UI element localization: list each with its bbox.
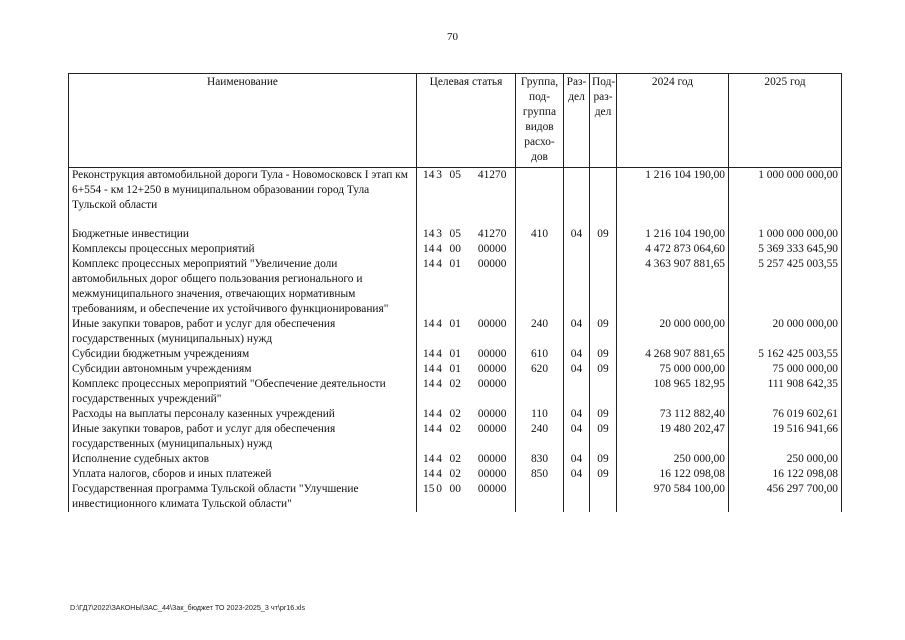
row-razdel: 04 bbox=[564, 362, 590, 377]
row-amount-2025: 76 019 602,61 bbox=[729, 407, 842, 422]
code-part-1: 14 bbox=[423, 258, 435, 270]
table-row bbox=[69, 242, 842, 257]
table-row bbox=[69, 227, 842, 242]
code-part-2: 4 bbox=[436, 318, 442, 330]
code-part-1: 14 bbox=[423, 228, 435, 240]
code-part-1: 14 bbox=[423, 468, 435, 480]
code-part-1: 14 bbox=[423, 453, 435, 465]
row-name: Субсидии бюджетным учреждениям bbox=[69, 347, 417, 362]
code-part-1: 14 bbox=[423, 169, 435, 181]
table-row bbox=[69, 362, 842, 377]
code-part-3: 02 bbox=[449, 408, 461, 420]
row-podrazdel bbox=[590, 168, 617, 214]
budget-table bbox=[68, 73, 842, 512]
row-name: Расходы на выплаты персоналу казенных учреждений bbox=[69, 407, 417, 422]
code-part-3: 02 bbox=[449, 423, 461, 435]
code-part-4: 00000 bbox=[477, 483, 507, 495]
row-expense-group: 850 bbox=[516, 467, 564, 482]
row-podrazdel: 09 bbox=[590, 227, 617, 242]
row-expense-group bbox=[516, 257, 564, 317]
row-name: Комплекс процессных мероприятий "Обеспечение деятельности государственных учреждений" bbox=[69, 377, 417, 407]
row-podrazdel bbox=[590, 257, 617, 317]
table-row bbox=[69, 168, 842, 214]
row-expense-group: 240 bbox=[516, 422, 564, 452]
row-amount-2025: 5 257 425 003,55 bbox=[729, 257, 842, 317]
row-amount-2025: 1 000 000 000,00 bbox=[729, 227, 842, 242]
code-part-3: 05 bbox=[449, 169, 461, 181]
code-part-1: 15 bbox=[423, 483, 435, 495]
spacer-cell bbox=[564, 213, 590, 227]
code-part-4: 00000 bbox=[477, 378, 507, 390]
code-part-3: 01 bbox=[449, 258, 461, 270]
row-target-article bbox=[417, 407, 516, 422]
row-podrazdel bbox=[590, 242, 617, 257]
row-amount-2025: 1 000 000 000,00 bbox=[729, 168, 842, 214]
code-part-2: 3 bbox=[436, 228, 442, 240]
code-part-3: 00 bbox=[449, 483, 461, 495]
row-amount-2024: 1 216 104 190,00 bbox=[617, 227, 729, 242]
row-amount-2025: 19 516 941,66 bbox=[729, 422, 842, 452]
row-razdel bbox=[564, 168, 590, 214]
row-name: Бюджетные инвестиции bbox=[69, 227, 417, 242]
budget-table-container bbox=[68, 73, 841, 512]
row-podrazdel: 09 bbox=[590, 467, 617, 482]
code-part-2: 4 bbox=[436, 348, 442, 360]
code-part-3: 01 bbox=[449, 318, 461, 330]
code-part-1: 14 bbox=[423, 363, 435, 375]
row-name: Исполнение судебных актов bbox=[69, 452, 417, 467]
row-amount-2024: 19 480 202,47 bbox=[617, 422, 729, 452]
code-part-2: 0 bbox=[436, 483, 442, 495]
row-target-article bbox=[417, 317, 516, 347]
header-razdel: Раз-дел bbox=[564, 74, 590, 168]
row-expense-group: 620 bbox=[516, 362, 564, 377]
row-amount-2025: 5 369 333 645,90 bbox=[729, 242, 842, 257]
row-razdel bbox=[564, 377, 590, 407]
code-part-2: 4 bbox=[436, 378, 442, 390]
header-2025: 2025 год bbox=[729, 74, 842, 168]
code-part-3: 02 bbox=[449, 453, 461, 465]
row-razdel bbox=[564, 482, 590, 512]
row-podrazdel: 09 bbox=[590, 362, 617, 377]
row-podrazdel: 09 bbox=[590, 422, 617, 452]
row-amount-2024: 970 584 100,00 bbox=[617, 482, 729, 512]
code-part-1: 14 bbox=[423, 318, 435, 330]
spacer-cell bbox=[617, 213, 729, 227]
row-razdel bbox=[564, 257, 590, 317]
row-amount-2025: 111 908 642,35 bbox=[729, 377, 842, 407]
row-target-article bbox=[417, 347, 516, 362]
row-podrazdel bbox=[590, 482, 617, 512]
row-name: Уплата налогов, сборов и иных платежей bbox=[69, 467, 417, 482]
row-expense-group: 610 bbox=[516, 347, 564, 362]
row-name: Субсидии автономным учреждениям bbox=[69, 362, 417, 377]
table-row bbox=[69, 422, 842, 452]
row-target-article bbox=[417, 452, 516, 467]
code-part-4: 00000 bbox=[477, 243, 507, 255]
row-expense-group: 830 bbox=[516, 452, 564, 467]
code-part-1: 14 bbox=[423, 408, 435, 420]
row-target-article bbox=[417, 467, 516, 482]
code-part-3: 05 bbox=[449, 228, 461, 240]
code-part-4: 00000 bbox=[477, 408, 507, 420]
code-part-4: 00000 bbox=[477, 423, 507, 435]
spacer-row bbox=[69, 213, 842, 227]
spacer-cell bbox=[417, 213, 516, 227]
code-part-4: 00000 bbox=[477, 348, 507, 360]
row-expense-group: 110 bbox=[516, 407, 564, 422]
code-part-4: 41270 bbox=[477, 169, 507, 181]
row-target-article bbox=[417, 242, 516, 257]
code-part-2: 4 bbox=[436, 258, 442, 270]
row-amount-2025: 75 000 000,00 bbox=[729, 362, 842, 377]
row-target-article bbox=[417, 422, 516, 452]
row-target-article bbox=[417, 377, 516, 407]
table-row bbox=[69, 377, 842, 407]
row-podrazdel: 09 bbox=[590, 452, 617, 467]
file-path-footer: D:\ГД7\2022\ЗАКОНЫ\ЗАС_44\Зак_бюджет ТО 2023-2025_3 чт\pr16.xls bbox=[70, 603, 306, 612]
row-podrazdel bbox=[590, 377, 617, 407]
row-name: Комплексы процессных мероприятий bbox=[69, 242, 417, 257]
row-amount-2024: 73 112 882,40 bbox=[617, 407, 729, 422]
code-part-4: 00000 bbox=[477, 258, 507, 270]
table-row bbox=[69, 482, 842, 512]
code-part-4: 00000 bbox=[477, 468, 507, 480]
row-razdel bbox=[564, 242, 590, 257]
row-expense-group: 410 bbox=[516, 227, 564, 242]
row-name: Реконструкция автомобильной дороги Тула - Новомосковск I этап км 6+554 - км 12+250 в муниципальном образовании город Тула Тульской области bbox=[69, 168, 417, 214]
row-razdel: 04 bbox=[564, 227, 590, 242]
table-row bbox=[69, 407, 842, 422]
row-target-article bbox=[417, 227, 516, 242]
row-podrazdel: 09 bbox=[590, 317, 617, 347]
code-part-4: 00000 bbox=[477, 453, 507, 465]
table-row bbox=[69, 317, 842, 347]
row-target-article bbox=[417, 362, 516, 377]
row-amount-2024: 4 472 873 064,60 bbox=[617, 242, 729, 257]
row-amount-2025: 16 122 098,08 bbox=[729, 467, 842, 482]
row-razdel: 04 bbox=[564, 422, 590, 452]
row-name: Комплекс процессных мероприятий "Увеличение доли автомобильных дорог общего пользования регионального и межмуниципального значения, отвечающих нормативным требованиям, и обеспечение их устойчивого функционирования" bbox=[69, 257, 417, 317]
page-number: 70 bbox=[447, 31, 458, 43]
row-amount-2024: 250 000,00 bbox=[617, 452, 729, 467]
table-row bbox=[69, 257, 842, 317]
code-part-2: 3 bbox=[436, 169, 442, 181]
row-name: Государственная программа Тульской области "Улучшение инвестиционного климата Тульской области" bbox=[69, 482, 417, 512]
row-amount-2024: 4 363 907 881,65 bbox=[617, 257, 729, 317]
spacer-cell bbox=[516, 213, 564, 227]
code-part-2: 4 bbox=[436, 468, 442, 480]
spacer-cell bbox=[729, 213, 842, 227]
code-part-3: 01 bbox=[449, 363, 461, 375]
row-razdel: 04 bbox=[564, 347, 590, 362]
code-part-2: 4 bbox=[436, 243, 442, 255]
code-part-4: 00000 bbox=[477, 318, 507, 330]
row-expense-group: 240 bbox=[516, 317, 564, 347]
row-amount-2025: 456 297 700,00 bbox=[729, 482, 842, 512]
header-podrazdel: Под-раз-дел bbox=[590, 74, 617, 168]
code-part-3: 02 bbox=[449, 378, 461, 390]
row-amount-2025: 250 000,00 bbox=[729, 452, 842, 467]
row-target-article bbox=[417, 168, 516, 214]
row-amount-2024: 16 122 098,08 bbox=[617, 467, 729, 482]
row-razdel: 04 bbox=[564, 407, 590, 422]
row-podrazdel: 09 bbox=[590, 407, 617, 422]
code-part-1: 14 bbox=[423, 348, 435, 360]
code-part-3: 01 bbox=[449, 348, 461, 360]
row-amount-2024: 108 965 182,95 bbox=[617, 377, 729, 407]
row-name: Иные закупки товаров, работ и услуг для обеспечения государственных (муниципальных) нужд bbox=[69, 422, 417, 452]
spacer-cell bbox=[69, 213, 417, 227]
code-part-2: 4 bbox=[436, 423, 442, 435]
row-expense-group bbox=[516, 482, 564, 512]
code-part-3: 02 bbox=[449, 468, 461, 480]
header-2024: 2024 год bbox=[617, 74, 729, 168]
code-part-4: 41270 bbox=[477, 228, 507, 240]
code-part-2: 4 bbox=[436, 408, 442, 420]
row-expense-group bbox=[516, 377, 564, 407]
row-target-article bbox=[417, 482, 516, 512]
row-name: Иные закупки товаров, работ и услуг для обеспечения государственных (муниципальных) нужд bbox=[69, 317, 417, 347]
header-name: Наименование bbox=[69, 74, 417, 168]
row-expense-group bbox=[516, 242, 564, 257]
row-razdel: 04 bbox=[564, 467, 590, 482]
code-part-1: 14 bbox=[423, 378, 435, 390]
row-amount-2025: 5 162 425 003,55 bbox=[729, 347, 842, 362]
row-razdel: 04 bbox=[564, 317, 590, 347]
header-target-article: Целевая статья bbox=[417, 74, 516, 168]
row-podrazdel: 09 bbox=[590, 347, 617, 362]
table-row bbox=[69, 347, 842, 362]
row-amount-2025: 20 000 000,00 bbox=[729, 317, 842, 347]
row-amount-2024: 75 000 000,00 bbox=[617, 362, 729, 377]
header-expense-group: Группа, под-группа видов расхо-дов bbox=[516, 74, 564, 168]
row-target-article bbox=[417, 257, 516, 317]
code-part-3: 00 bbox=[449, 243, 461, 255]
code-part-2: 4 bbox=[436, 363, 442, 375]
row-amount-2024: 1 216 104 190,00 bbox=[617, 168, 729, 214]
code-part-1: 14 bbox=[423, 243, 435, 255]
table-row bbox=[69, 467, 842, 482]
table-row bbox=[69, 452, 842, 467]
row-amount-2024: 20 000 000,00 bbox=[617, 317, 729, 347]
spacer-cell bbox=[590, 213, 617, 227]
row-expense-group bbox=[516, 168, 564, 214]
table-header-row bbox=[69, 74, 842, 168]
code-part-4: 00000 bbox=[477, 363, 507, 375]
row-amount-2024: 4 268 907 881,65 bbox=[617, 347, 729, 362]
code-part-2: 4 bbox=[436, 453, 442, 465]
code-part-1: 14 bbox=[423, 423, 435, 435]
row-razdel: 04 bbox=[564, 452, 590, 467]
